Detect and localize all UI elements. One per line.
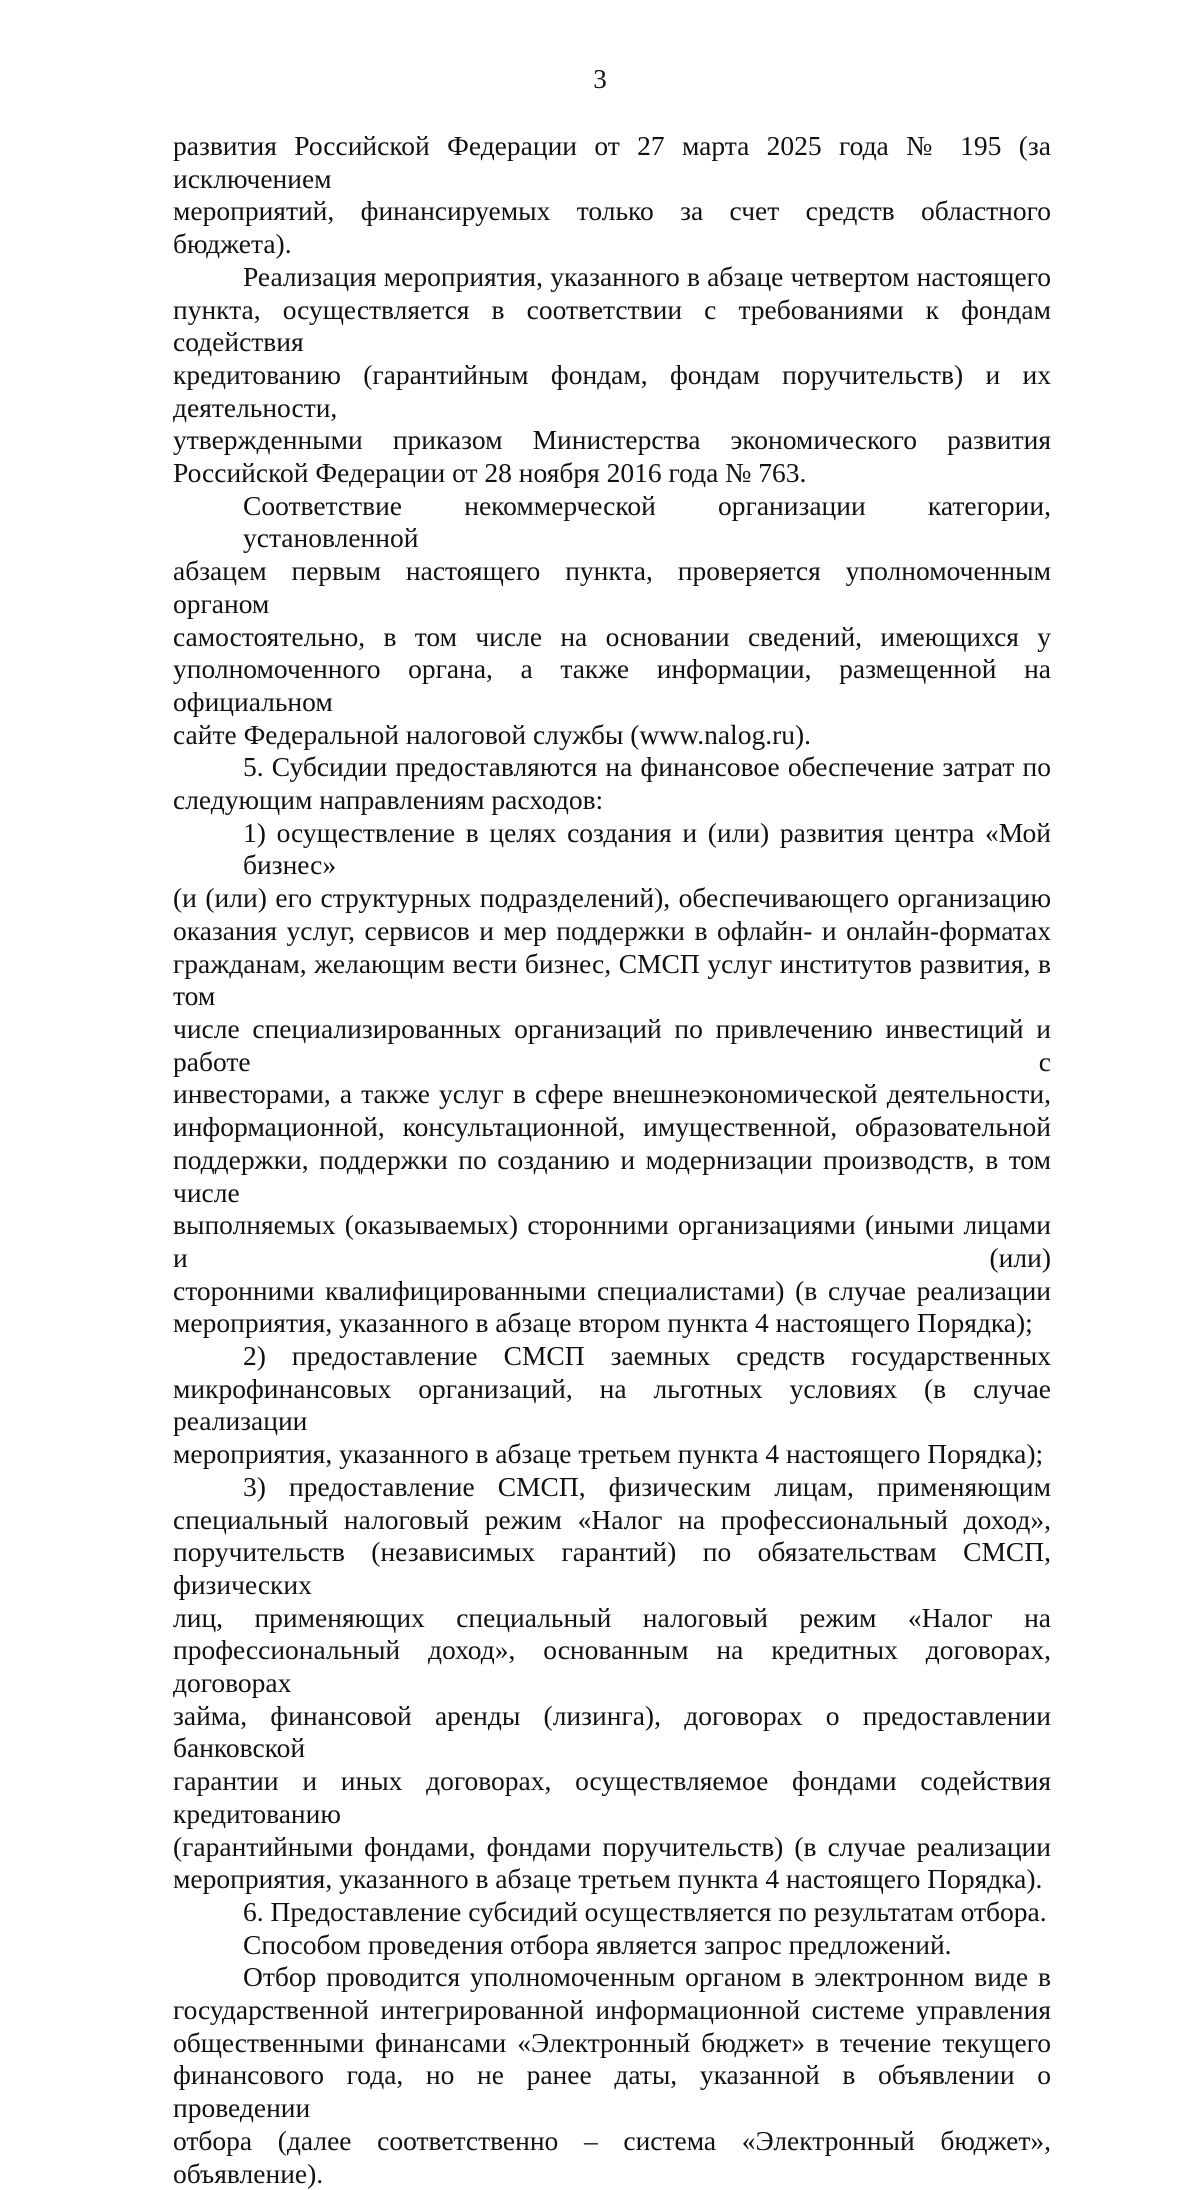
paragraph [173,261,1051,490]
text-line: мероприятия, указанного в абзаце втором пункта 4 настоящего Порядка); [173,1307,1033,1339]
text-line: 2) предоставление СМСП заемных средств государственных [243,1340,1051,1372]
text-line: поддержки, поддержки по созданию и модернизации производств, в том числе [173,1143,1051,1208]
text-line: числе специализированных организаций по привлечению инвестиций и работе с [173,1012,1051,1077]
text-line: мероприятий, финансируемых только за счет средств областного бюджета). [173,195,1051,260]
page-number: 3 [593,64,607,94]
text-line: (и (или) его структурных подразделений), обеспечивающего организацию [173,882,1051,914]
paragraph [173,1929,1051,1962]
text-line: 5. Субсидии предоставляются на финансовое обеспечение затрат по [243,751,1051,783]
text-line: пункта, осуществляется в соответствии с требованиями к фондам содействия [173,293,1051,358]
text-line: сайте Федеральной налоговой службы (www.nalog.ru). [173,718,812,750]
text-line: следующим направлениям расходов: [173,784,604,816]
text-line: Отбор проводится уполномоченным органом в электронном виде в [243,1961,1051,1993]
text-line: поручительств (независимых гарантий) по обязательствам СМСП, физических [173,1536,1051,1600]
text-line: кредитованию (гарантийным фондам, фондам поручительств) и их деятельности, [173,358,1051,423]
text-line: отбора (далее соответственно – система «Электронный бюджет», объявление). [173,2124,1051,2189]
text-line: уполномоченного органа, а также информации, размещенной на официальном [173,653,1051,717]
text-line: лиц, применяющих специальный налоговый режим «Налог на [173,1601,1051,1633]
text-line: гражданам, желающим вести бизнес, СМСП услуг институтов развития, в том [173,947,1051,1012]
text-line: абзацем первым настоящего пункта, проверяется уполномоченным органом [173,555,1051,619]
text-line: специальный налоговый режим «Налог на профессиональный доход», [173,1503,1051,1535]
text-line: Соответствие некоммерческой организации категории, установленной [243,489,1051,554]
text-line: оказания услуг, сервисов и мер поддержки в офлайн- и онлайн-форматах [173,914,1051,946]
text-line: Реализация мероприятия, указанного в абзаце четвертом настоящего [243,260,1051,292]
text-line: сторонними квалифицированными специалистами) (в случае реализации [173,1274,1051,1306]
text-line: микрофинансовых организаций, на льготных условиях (в случае реализации [173,1372,1051,1437]
text-line: Российской Федерации от 28 ноября 2016 года № 763. [173,457,807,489]
text-line: выполняемых (оказываемых) сторонними организациями (иными лицами и (или) [173,1209,1051,1273]
text-line: мероприятия, указанного в абзаце третьем пункта 4 настоящего Порядка); [173,1438,1044,1470]
text-line: финансового года, но не ранее даты, указанной в объявлении о проведении [173,2059,1051,2124]
text-line: 3) предоставление СМСП, физическим лицам, применяющим [243,1470,1051,1502]
paragraph [173,1896,1051,1929]
text-line: Способом проведения отбора является запрос предложений. [243,1928,952,1960]
document-body [173,130,1051,2190]
paragraph [173,1961,1051,2190]
text-line: мероприятия, указанного в абзаце третьем пункта 4 настоящего Порядка). [173,1863,1043,1895]
paragraph [173,751,1051,816]
text-line: общественными финансами «Электронный бюджет» в течение текущего [173,2026,1051,2058]
text-line: инвесторами, а также услуг в сфере внешнеэкономической деятельности, [173,1078,1051,1110]
text-line: займа, финансовой аренды (лизинга), договорах о предоставлении банковской [173,1699,1051,1764]
text-line: развития Российской Федерации от 27 марта 2025 года № 195 (за исключением [173,130,1051,194]
text-line: государственной интегрированной информационной системе управления [173,1994,1051,2026]
paragraph [173,1471,1051,1896]
text-line: гарантии и иных договорах, осуществляемое фондами содействия кредитованию [173,1765,1051,1829]
text-line: 1) осуществление в целях создания и (или) развития центра «Мой бизнес» [243,816,1051,881]
text-line: информационной, консультационной, имущественной, образовательной [173,1111,1051,1143]
text-line: (гарантийными фондами, фондами поручительств) (в случае реализации [173,1830,1051,1862]
paragraph [173,130,1051,261]
text-line: самостоятельно, в том числе на основании сведений, имеющихся у [173,620,1051,652]
paragraph [173,490,1051,752]
text-line: утвержденными приказом Министерства экономического развития [173,424,1051,456]
text-line: профессиональный доход», основанным на кредитных договорах, договорах [173,1634,1051,1699]
paragraph [173,1340,1051,1471]
paragraph [173,817,1051,1340]
text-line: 6. Предоставление субсидий осуществляется по результатам отбора. [243,1895,1047,1927]
